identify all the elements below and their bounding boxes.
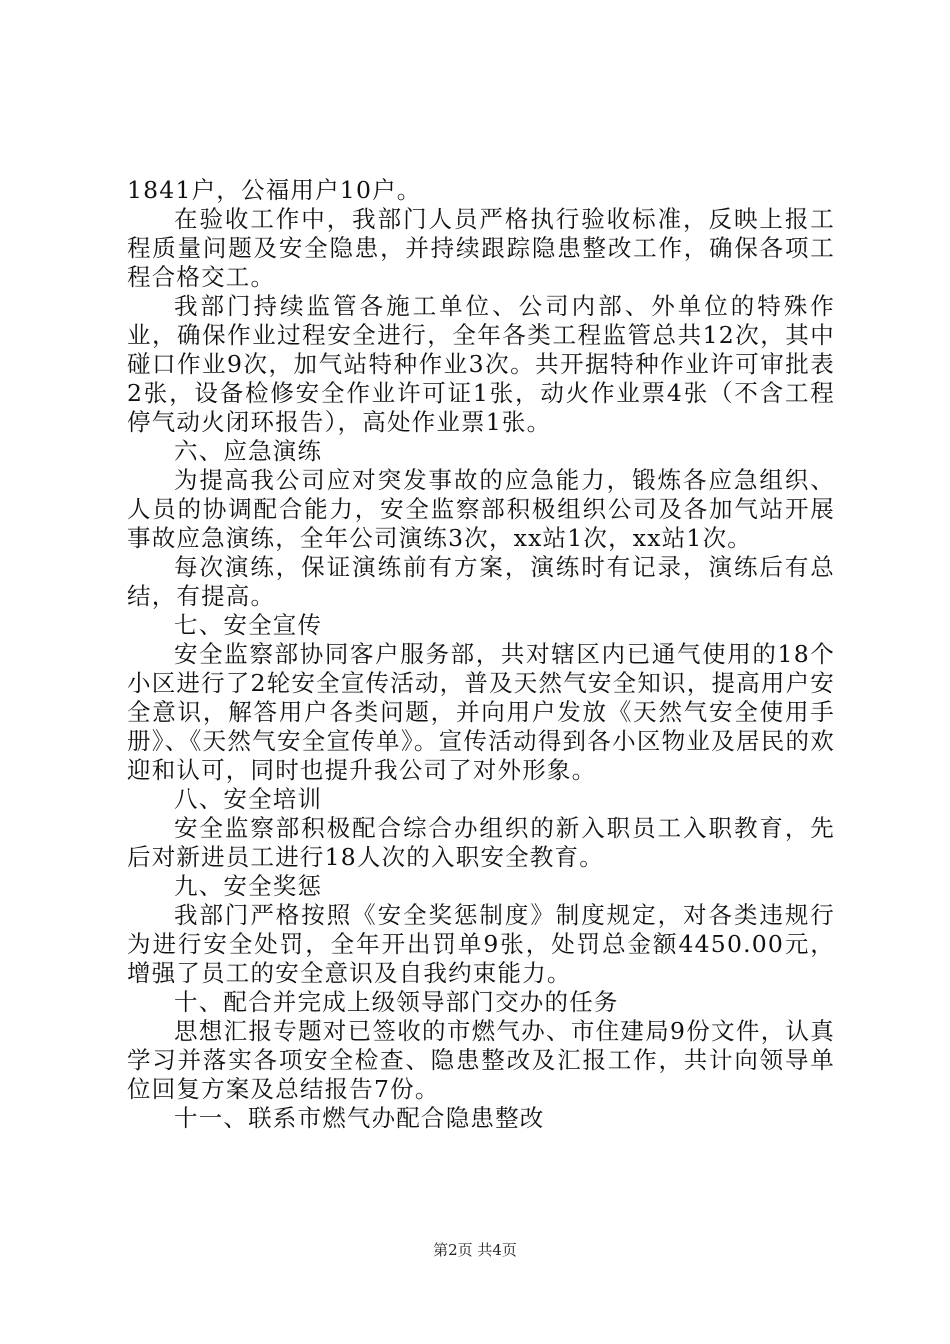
- heading-rewards-penalties: 九、安全奖惩: [174, 872, 323, 900]
- paragraph-drill-summary: 每次演练，保证演练前有方案，演练时有记录，演练后有总结，有提高。: [127, 553, 835, 610]
- document-body: [127, 176, 835, 1133]
- heading-superior-tasks: 十、配合并完成上级领导部门交办的任务: [174, 988, 619, 1016]
- paragraph-1: 1841户，公福用户10户。: [127, 176, 422, 204]
- heading-emergency-drill: 六、应急演练: [174, 437, 323, 465]
- paragraph-special-operations: 我部门持续监管各施工单位、公司内部、外单位的特殊作业，确保作业过程安全进行，全年各类工程监管总共12次，其中碰口作业9次，加气站特种作业3次。共开据特种作业许可审批表2张，设备检修安全作业许可证1张，动火作业票4张（不含工程停气动火闭环报告），高处作业票1张。: [127, 292, 835, 436]
- paragraph-safety-training: 安全监察部积极配合综合办组织的新入职员工入职教育，先后对新进员工进行18人次的入职安全教育。: [127, 814, 835, 871]
- heading-safety-training: 八、安全培训: [174, 785, 323, 813]
- page-number-footer: 第2页 共4页: [433, 1241, 517, 1259]
- paragraph-rewards-penalties: 我部门严格按照《安全奖惩制度》制度规定，对各类违规行为进行安全处罚，全年开出罚单9张，处罚总金额4450.00元，增强了员工的安全意识及自我约束能力。: [127, 901, 835, 987]
- paragraph-acceptance-work: 在验收工作中，我部门人员严格执行验收标准，反映上报工程质量问题及安全隐患，并持续跟踪隐患整改工作，确保各项工程合格交工。: [127, 205, 835, 291]
- paragraph-emergency-drill: 为提高我公司应对突发事故的应急能力，锻炼各应急组织、人员的协调配合能力，安全监察部积极组织公司及各加气站开展事故应急演练，全年公司演练3次，xx站1次，xx站1次。: [127, 466, 835, 552]
- heading-gas-office-rectification: 十一、联系市燃气办配合隐患整改: [174, 1104, 545, 1132]
- paragraph-safety-publicity: 安全监察部协同客户服务部，共对辖区内已通气使用的18个小区进行了2轮安全宣传活动，普及天然气安全知识，提高用户安全意识，解答用户各类问题，并向用户发放《天然气安全使用手册》、《天然气安全宣传单》。宣传活动得到各小区物业及居民的欢迎和认可，同时也提升我公司了对外形象。: [127, 640, 835, 784]
- heading-safety-publicity: 七、安全宣传: [174, 611, 323, 639]
- paragraph-superior-tasks: 思想汇报专题对已签收的市燃气办、市住建局9份文件，认真学习并落实各项安全检查、隐患整改及汇报工作，共计向领导单位回复方案及总结报告7份。: [127, 1017, 835, 1103]
